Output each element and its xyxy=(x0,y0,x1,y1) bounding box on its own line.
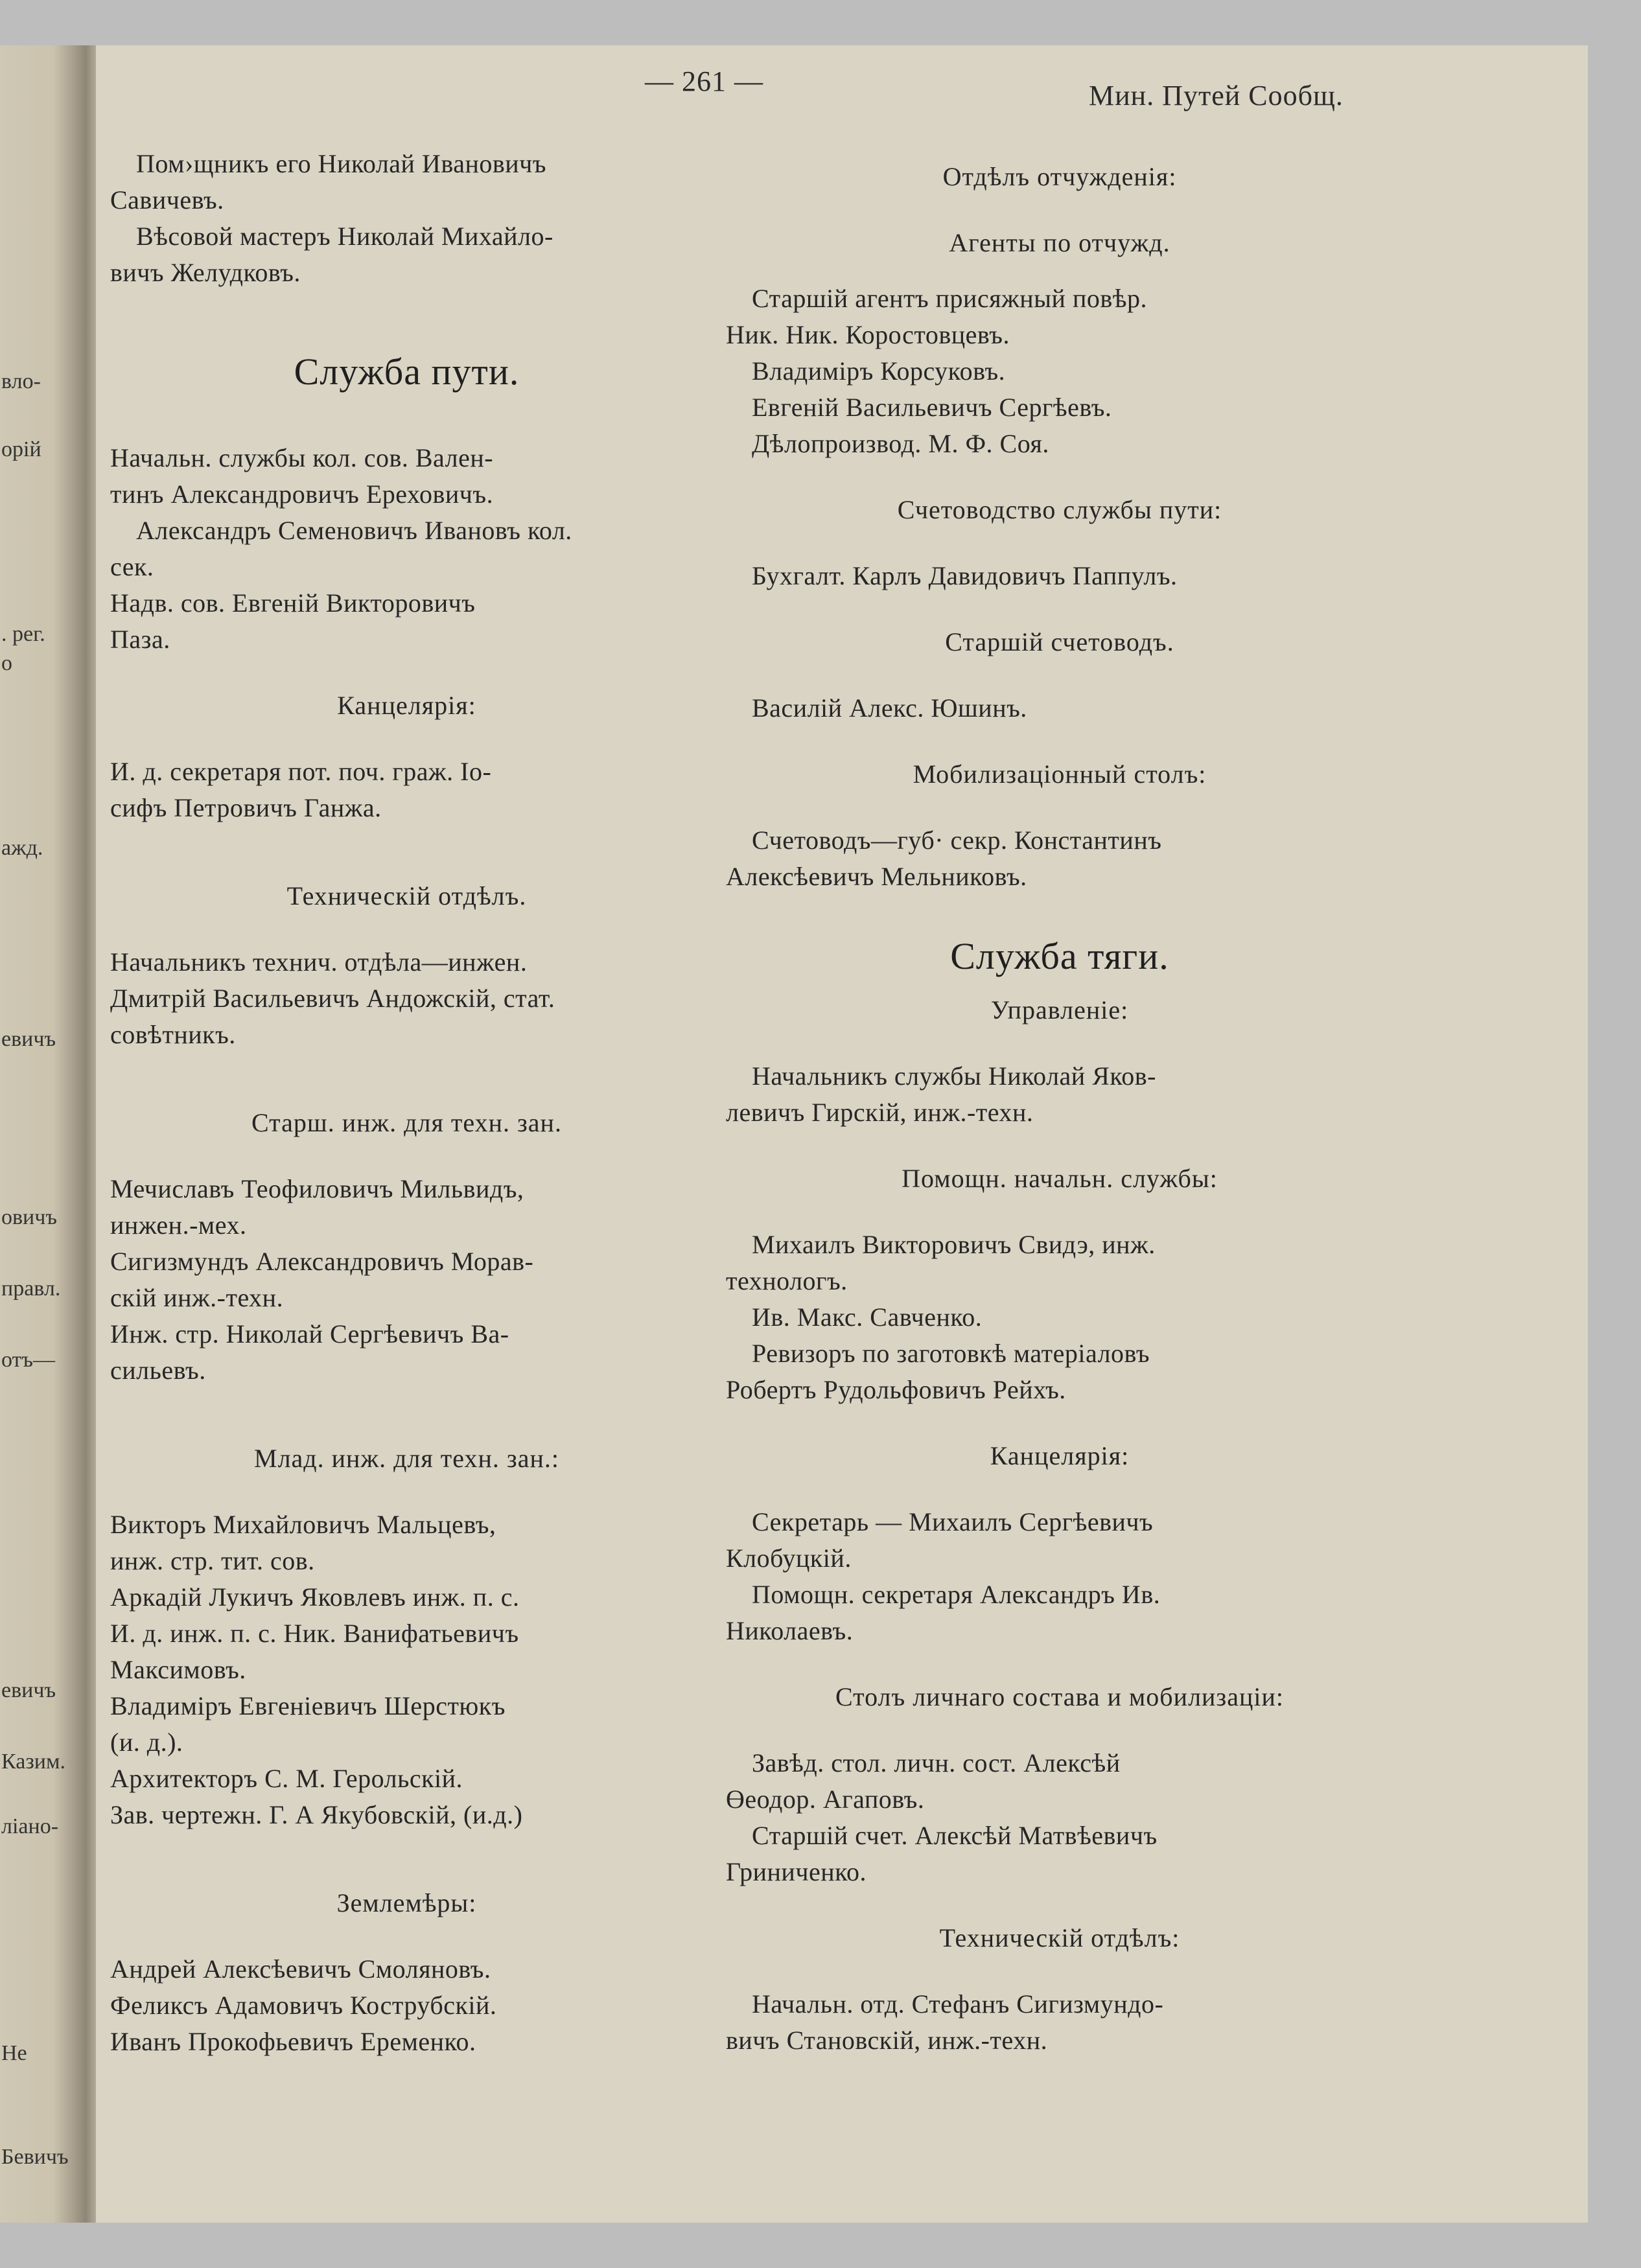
binding-spine xyxy=(0,45,97,2223)
text-line: Начальн. отд. Стефанъ Сигизмундо- xyxy=(752,1989,1164,2019)
text-line: Владиміръ Корсуковъ. xyxy=(752,356,1006,386)
text-line: Секретарь — Михаилъ Сергѣевичъ xyxy=(752,1507,1154,1536)
subsection-title: Старш. инж. для техн. зан. xyxy=(251,1108,562,1137)
text-line: Аркадій Лукичъ Яковлевъ инж. п. с. xyxy=(110,1582,520,1612)
margin-fragment: евичъ xyxy=(1,1678,56,1702)
subsection-title: Канцелярія: xyxy=(990,1441,1130,1470)
margin-fragment: правл. xyxy=(1,1277,61,1301)
left-column xyxy=(110,146,703,2060)
text-line: Ревизоръ по заготовкѣ матеріаловъ xyxy=(752,1339,1150,1368)
page-number: — 261 — xyxy=(645,65,763,97)
margin-fragment: евичъ xyxy=(1,1027,56,1051)
text-line: Николаевъ. xyxy=(726,1616,854,1645)
text-line: Инж. стр. Николай Сергѣевичъ Ва- xyxy=(110,1319,509,1348)
margin-fragment: Казим. xyxy=(1,1750,65,1774)
subsection-title: Мобилизаціонный столъ: xyxy=(913,759,1207,789)
subsection-title: Счетоводство службы пути: xyxy=(897,495,1222,524)
text-line: Максимовъ. xyxy=(110,1655,246,1684)
section-title: Служба тяги. xyxy=(950,935,1169,977)
running-title: Мин. Путей Сообщ. xyxy=(1089,80,1344,111)
subsection-title: Отдѣлъ отчужденія: xyxy=(942,162,1177,191)
text-line: Өеодор. Агаповъ. xyxy=(726,1785,925,1814)
text-line: Робертъ Рудольфовичъ Рейхъ. xyxy=(726,1375,1066,1404)
margin-fragment: вло- xyxy=(1,369,41,393)
text-line: инж. стр. тит. сов. xyxy=(110,1546,315,1575)
text-line: Старшій агентъ присяжный повѣр. xyxy=(752,284,1147,313)
text-line: Дѣлопроизвод. М. Ф. Соя. xyxy=(752,429,1049,458)
text-line: левичъ Гирскій, инж.-техн. xyxy=(726,1098,1034,1127)
subsection-title: Землемѣры: xyxy=(336,1888,477,1917)
margin-fragment: ажд. xyxy=(1,836,43,860)
text-line: Иванъ Прокофьевичъ Еременко. xyxy=(110,2027,476,2056)
margin-fragment: Не xyxy=(1,2041,27,2065)
subsection-title: Столъ личнаго состава и мобилизаціи: xyxy=(835,1682,1285,1711)
text-line: Начальникъ службы Николай Яков- xyxy=(752,1061,1156,1091)
text-line: инжен.-мех. xyxy=(110,1210,247,1240)
margin-fragment: Бевичъ xyxy=(1,2145,69,2169)
text-line: Помощн. секретаря Александръ Ив. xyxy=(752,1580,1161,1609)
subsection-title: Техническій отдѣлъ. xyxy=(286,881,527,910)
text-line: Андрей Алексѣевичъ Смоляновъ. xyxy=(110,1954,491,1984)
text-line: Александръ Семеновичъ Ивановъ кол. xyxy=(136,516,572,545)
text-line: (и. д.). xyxy=(110,1728,183,1757)
text-line: Начальн. службы кол. сов. Вален- xyxy=(110,443,494,472)
margin-fragment: овичъ xyxy=(1,1205,57,1229)
subsection-title: Агенты по отчужд. xyxy=(949,228,1170,257)
text-line: совѣтникъ. xyxy=(110,1020,236,1049)
text-line: сильевъ. xyxy=(110,1356,206,1385)
text-line: сек. xyxy=(110,552,154,581)
margin-fragment: отъ— xyxy=(1,1348,55,1372)
text-line: Клобуцкій. xyxy=(726,1544,852,1573)
subsection-title: Техническій отдѣлъ: xyxy=(939,1923,1180,1952)
text-line: Владиміръ Евгеніевичъ Шерстюкъ xyxy=(110,1691,506,1720)
text-line: Феликсъ Адамовичъ Кострубскій. xyxy=(110,1991,497,2020)
text-line: Завѣд. стол. личн. сост. Алексѣй xyxy=(752,1748,1121,1777)
text-line: Начальникъ технич. отдѣла—инжен. xyxy=(110,947,528,977)
margin-fragment: . рег. xyxy=(1,622,45,646)
text-line: И. д. инж. п. с. Ник. Ванифатьевичъ xyxy=(110,1619,519,1648)
right-column xyxy=(726,159,1393,2059)
text-line: вичъ Становскій, инж.-техн. xyxy=(726,2026,1048,2055)
subsection-title: Канцелярія: xyxy=(337,691,476,720)
section-title: Служба пути. xyxy=(294,351,520,393)
text-line: Надв. сов. Евгеній Викторовичъ xyxy=(110,588,476,618)
subsection-title: Старшій счетоводъ. xyxy=(945,627,1174,656)
text-line: Мечиславъ Теофиловичъ Мильвидъ, xyxy=(110,1174,524,1203)
subsection-title: Помощн. начальн. службы: xyxy=(902,1164,1218,1193)
text-line: Счетоводъ—губ· секр. Константинъ xyxy=(752,826,1162,855)
subsection-title: Управленіе: xyxy=(990,995,1129,1024)
text-line: Архитекторъ С. М. Герольскій. xyxy=(110,1764,463,1793)
text-line: Викторъ Михайловичъ Мальцевъ, xyxy=(110,1510,496,1539)
text-line: Алексѣевичъ Мельниковъ. xyxy=(726,862,1027,891)
text-line: Евгеній Васильевичъ Сергѣевъ. xyxy=(752,393,1112,422)
text-line: Дмитрій Васильевичъ Андожскій, стат. xyxy=(110,984,555,1013)
text-line: И. д. секретаря пот. поч. граж. Іо- xyxy=(110,757,492,786)
text-line: скій инж.-техн. xyxy=(110,1283,284,1312)
text-line: Василій Алекс. Юшинъ. xyxy=(752,693,1027,723)
subsection-title: Млад. инж. для техн. зан.: xyxy=(254,1444,559,1473)
margin-fragment: ліано- xyxy=(1,1814,59,1838)
text-line: сифъ Петровичъ Ганжа. xyxy=(110,793,382,822)
text-line: Ник. Ник. Коростовцевъ. xyxy=(726,320,1010,349)
text-line: вичъ Желудковъ. xyxy=(110,258,301,287)
text-line: Пом›щникъ его Николай Ивановичъ xyxy=(136,149,546,178)
margin-fragment: о xyxy=(1,651,12,675)
text-line: Бухгалт. Карлъ Давидовичъ Паппулъ. xyxy=(752,561,1178,590)
text-line: технологъ. xyxy=(726,1266,848,1295)
text-line: Сигизмундъ Александровичъ Морав- xyxy=(110,1247,534,1276)
text-line: Паза. xyxy=(110,625,170,654)
text-line: Старшій счет. Алексѣй Матвѣевичъ xyxy=(752,1821,1158,1850)
margin-fragment: орій xyxy=(1,437,41,461)
book-page xyxy=(0,45,1588,2223)
text-line: тинъ Александровичъ Ереховичъ. xyxy=(110,480,494,509)
text-line: Зав. чертежн. Г. А Якубовскій, (и.д.) xyxy=(110,1800,523,1829)
text-line: Михаилъ Викторовичъ Свидэ, инж. xyxy=(752,1230,1156,1259)
text-line: Ив. Макс. Савченко. xyxy=(752,1302,983,1332)
text-line: Вѣсовой мастеръ Николай Михайло- xyxy=(136,222,553,251)
text-line: Гриниченко. xyxy=(726,1857,867,1886)
text-line: Савичевъ. xyxy=(110,185,224,214)
